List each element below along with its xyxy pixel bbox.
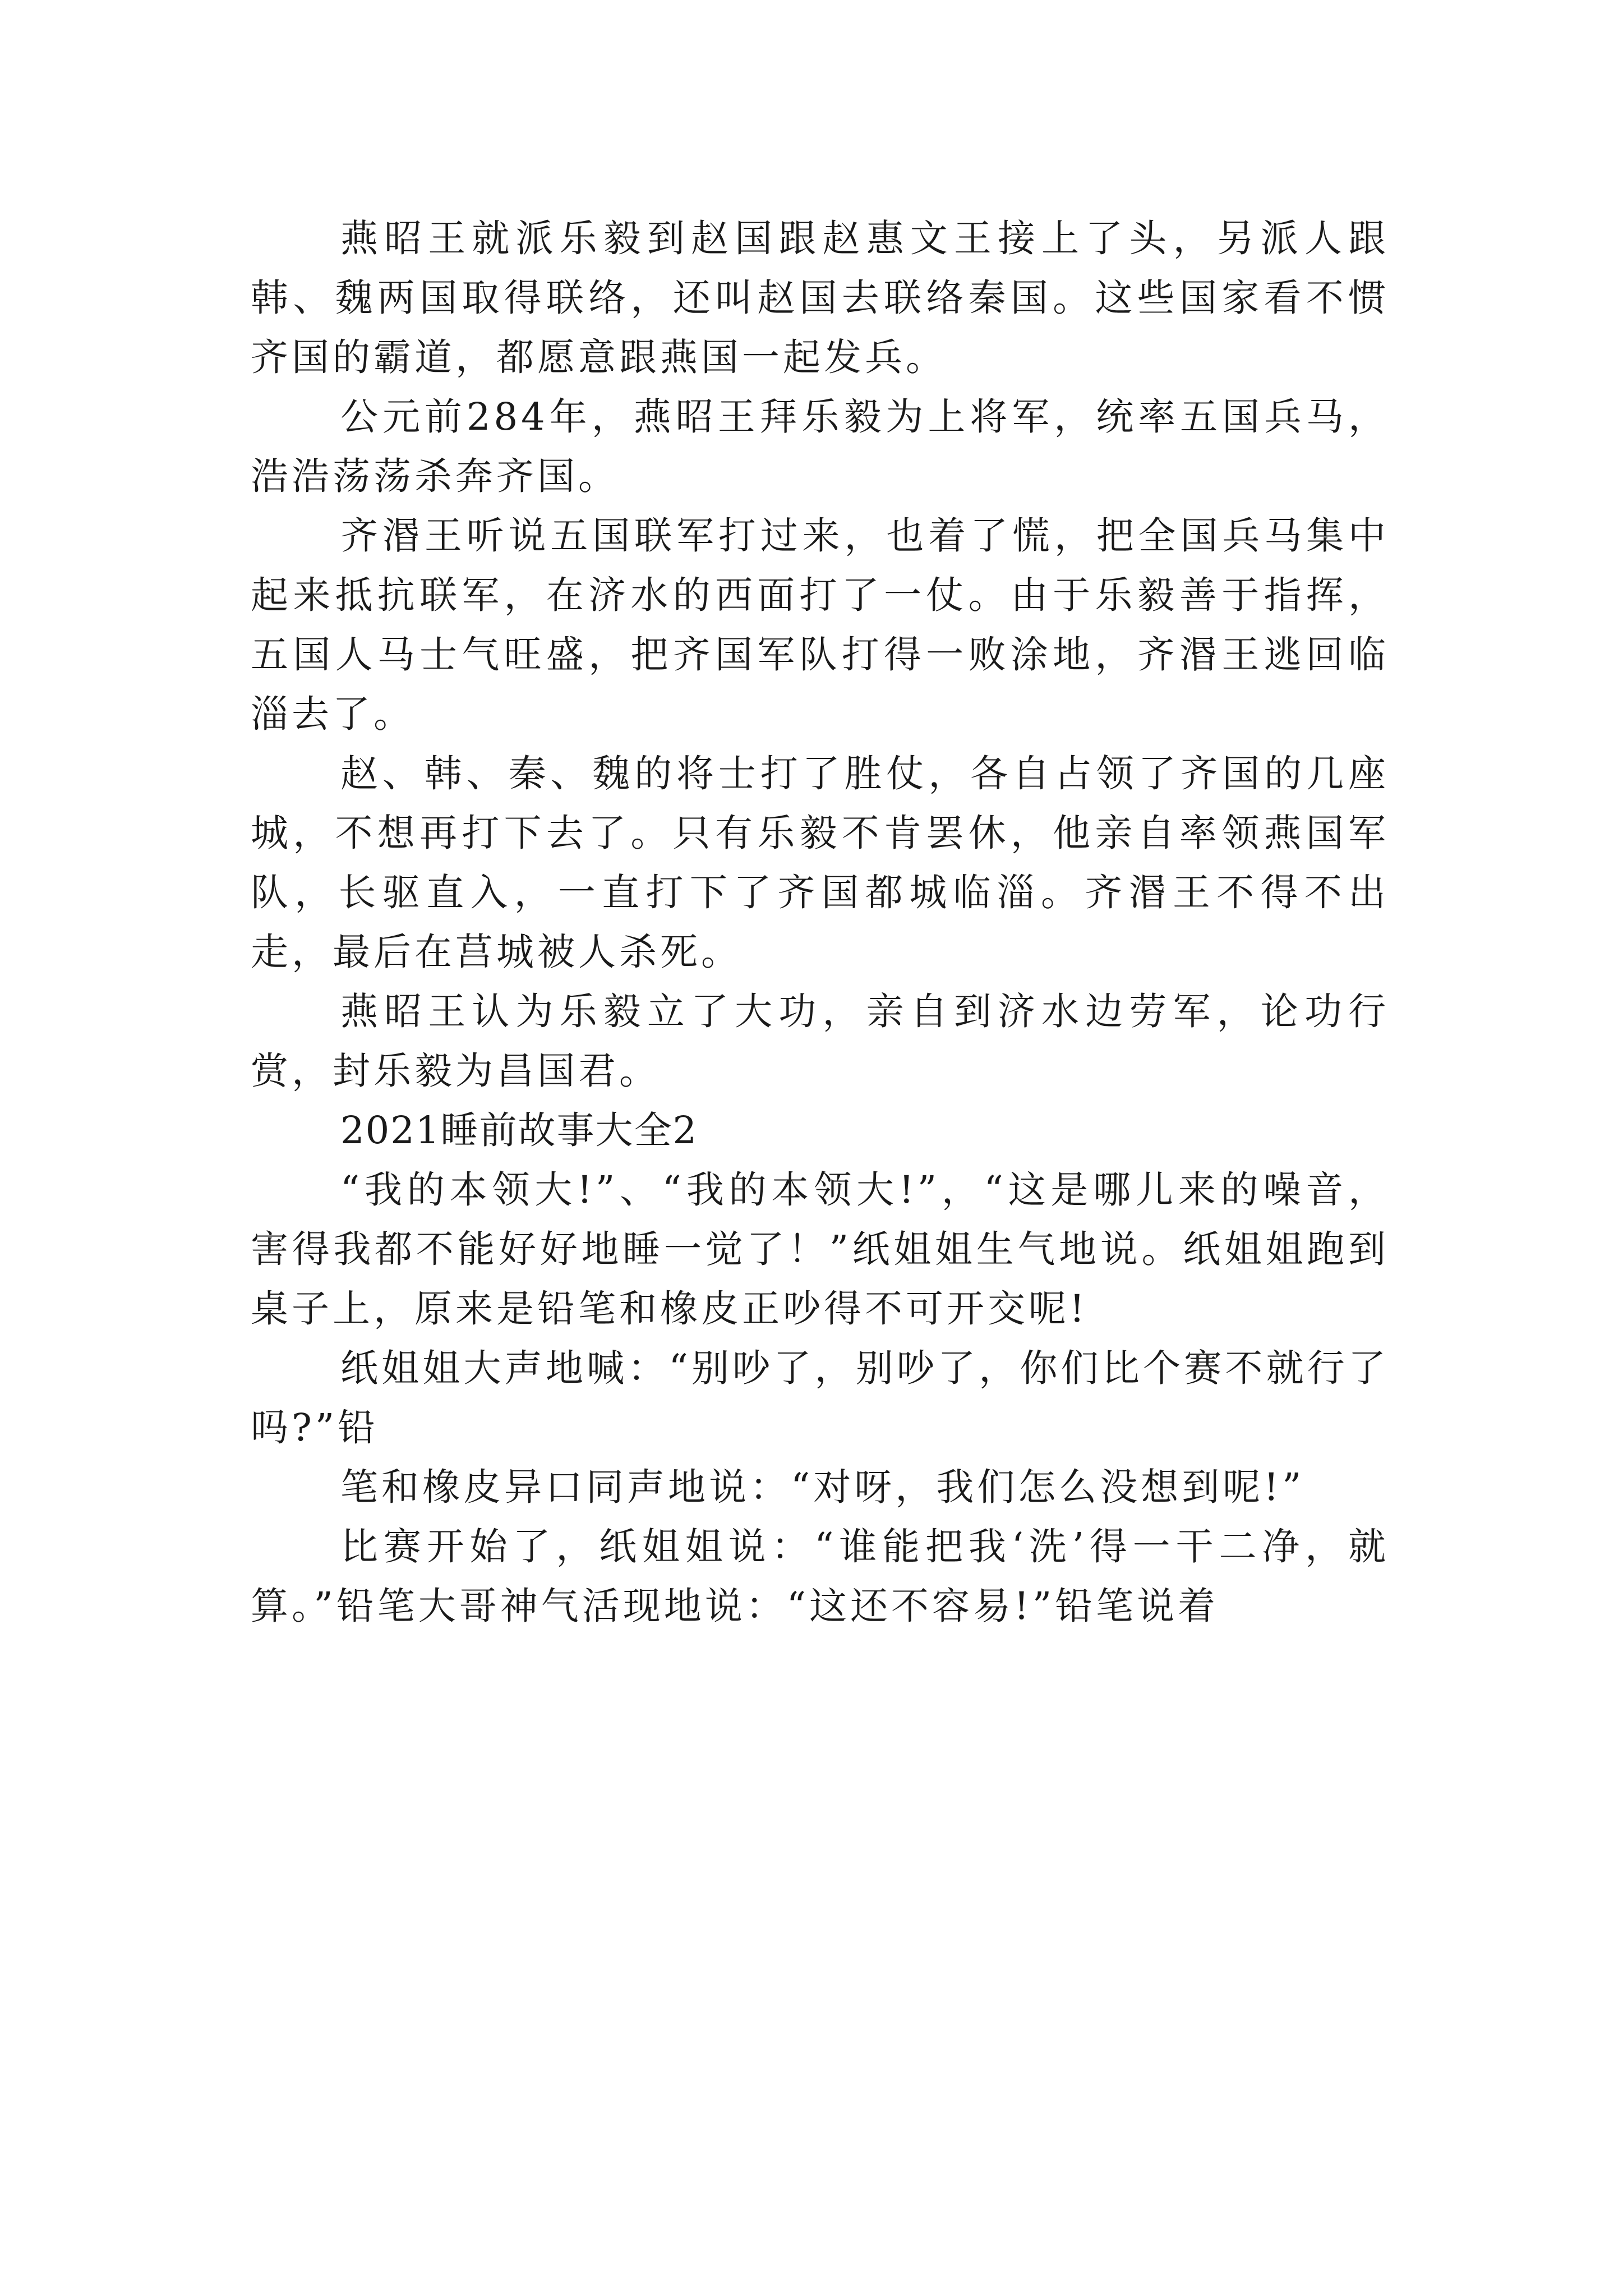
paragraph: 燕昭王认为乐毅立了大功，亲自到济水边劳军，论功行赏，封乐毅为昌国君。 [251,990,1389,1093]
paragraph: 燕昭王就派乐毅到赵国跟赵惠文王接上了头，另派人跟韩、魏两国取得联络，还叫赵国去联络秦国。这些国家看不惯齐国的霸道，都愿意跟燕国一起发兵。 [251,217,1389,379]
paragraph: 赵、韩、秦、魏的将士打了胜仗，各自占领了齐国的几座城，不想再打下去了。只有乐毅不肯罢休，他亲自率领燕国军队，长驱直入，一直打下了齐国都城临淄。齐湣王不得不出走，最后在莒城被人杀死。 [251,752,1389,974]
body-text [251,209,1389,1636]
paragraph: 纸姐姐大声地喊：“别吵了，别吵了，你们比个赛不就行了吗?”铅 [251,1346,1389,1450]
section-heading: 2021睡前故事大全2 [340,1108,698,1152]
paragraph: 笔和橡皮异口同声地说：“对呀，我们怎么没想到呢!” [340,1465,1305,1509]
paragraph: 齐湣王听说五国联军打过来，也着了慌，把全国兵马集中起来抵抗联军，在济水的西面打了一仗。由于乐毅善于指挥，五国人马士气旺盛，把齐国军队打得一败涂地，齐湣王逃回临淄去了。 [251,514,1389,736]
paragraph: 公元前284年，燕昭王拜乐毅为上将军，统率五国兵马，浩浩荡荡杀奔齐国。 [251,395,1389,498]
paragraph: “我的本领大!”、“我的本领大!”，“这是哪儿来的噪音，害得我都不能好好地睡一觉了！”纸姐姐生气地说。纸姐姐跑到桌子上，原来是铅笔和橡皮正吵得不可开交呢! [251,1168,1389,1331]
paragraph: 比赛开始了，纸姐姐说：“谁能把我‘洗’得一干二净，就算。”铅笔大哥神气活现地说：“这还不容易!”铅笔说着 [251,1525,1389,1628]
